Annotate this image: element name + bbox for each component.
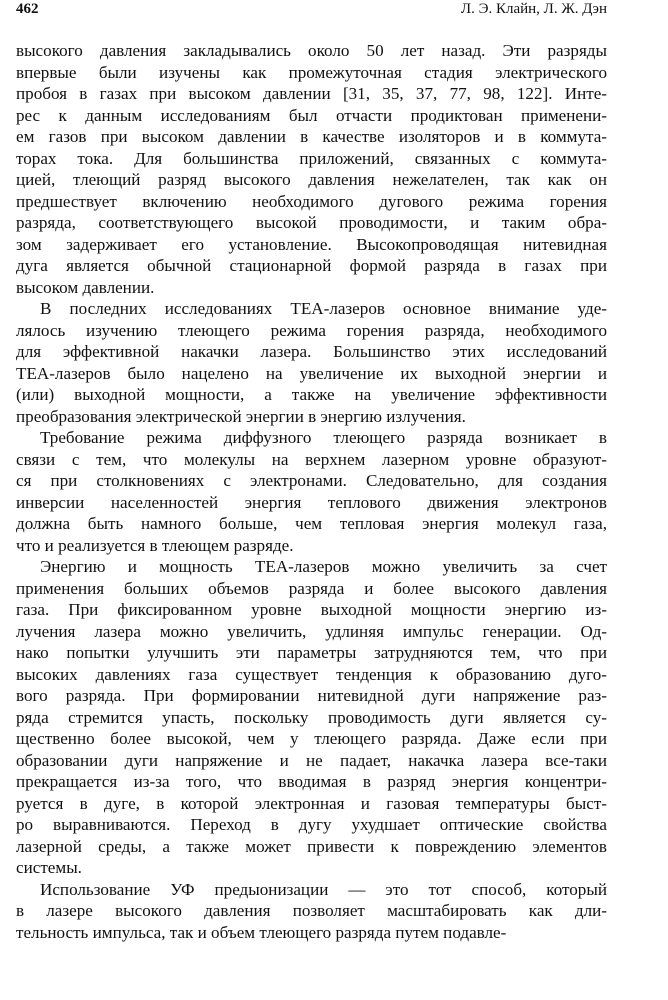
text-line: пробоя в газах при высоком давлении [31, 35, 37, 77, 98, 122]. Инте- [16, 84, 607, 103]
text-line: высоком давлении. [16, 277, 155, 297]
text-line: системы. [16, 858, 82, 877]
text-line: что и реализуется в тлеющем разряде. [16, 535, 294, 555]
text-line: преобразования электрической энергии в энергию излучения. [16, 406, 466, 426]
document-page [16, 0, 607, 1000]
text-line: торах тока. Для большинства приложений, связанных с коммута- [16, 148, 607, 168]
text-line: руется в дуге, в которой электронная и газовая температуры быст- [16, 793, 607, 813]
text-line: рес к данным исследованиям был отчасти продиктован применени- [16, 105, 607, 125]
text-line: Использование УФ предыонизации — это тот способ, который [40, 879, 607, 899]
text-line: Требование режима диффузного тлеющего разряда возникает в [40, 428, 607, 447]
text-line: ся при столкновениях с электронами. Следовательно, для создания [16, 471, 607, 490]
page-number: 462 [16, 1, 39, 17]
text-line: инверсии населенностей энергия теплового движения электронов [16, 492, 607, 512]
text-line: впервые были изучены как промежуточная стадия электрического [16, 62, 607, 82]
text-line: применения больших объемов разряда и более высокого давления [16, 578, 607, 598]
text-line: образовании дуги напряжение и не падает, накачка лазера все-таки [16, 750, 607, 770]
text-line: в лазере высокого давления позволяет масштабировать как дли- [16, 901, 607, 920]
paragraph [16, 427, 607, 556]
paragraph [16, 556, 607, 879]
text-line: нако попытки улучшить эти параметры затрудняются тем, что при [16, 643, 607, 662]
text-line: В последних исследованиях ТЕА-лазеров основное внимание уде- [40, 299, 607, 318]
text-line: лазерной среды, а также может привести к повреждению элементов [16, 836, 607, 856]
text-line: разряда, соответствующего высокой проводимости, и таким обра- [16, 213, 607, 232]
text-line: высоких давлениях газа существует тенденция к образованию дуго- [16, 664, 607, 684]
text-line: ем газов при высоком давлении в качестве изоляторов и в коммута- [16, 127, 607, 146]
paragraph [16, 40, 607, 298]
running-head: Л. Э. Клайн, Л. Ж. Дэн [460, 1, 607, 17]
text-line: (или) выходной мощности, а также на увеличение эффективности [16, 385, 607, 404]
paragraph [16, 298, 607, 427]
text-line: лялось изучению тлеющего режима горения разряда, необходимого [16, 320, 607, 340]
text-line: должна быть намного больше, чем тепловая энергия молекул газа, [16, 514, 607, 533]
body-text [16, 40, 607, 943]
text-line: Энергию и мощность ТЕА-лазеров можно увеличить за счет [40, 557, 607, 576]
text-line: газа. При фиксированном уровне выходной мощности энергию из- [16, 600, 607, 619]
text-line: ро выравниваются. Переход в дугу ухудшает оптические свойства [16, 815, 607, 834]
text-line: ТЕА-лазеров было нацелено на увеличение их выходной энергии и [16, 363, 607, 383]
page-header [16, 1, 607, 23]
text-line: щественно более высокой, чем у тлеющего разряда. Даже если при [16, 729, 607, 748]
text-line: зом задерживает его установление. Высокопроводящая нитевидная [16, 234, 607, 254]
text-line: предшествует включению необходимого дугового режима горения [16, 191, 607, 211]
text-line: ряда стремится упасть, поскольку проводимость дуги является су- [16, 707, 607, 727]
text-line: дуга является обычной стационарной формой разряда в газах при [16, 256, 607, 275]
text-line: высокого давления закладывались около 50 лет назад. Эти разряды [16, 41, 607, 60]
text-line: цией, тлеющий разряд высокого давления нежелателен, так как он [16, 170, 607, 189]
paragraph [16, 879, 607, 944]
text-line: прекращается из-за того, что вводимая в разряд энергия концентри- [16, 772, 607, 791]
text-line: вого разряда. При формировании нитевидной дуги напряжение раз- [16, 686, 607, 705]
text-line: связи с тем, что молекулы на верхнем лазерном уровне образуют- [16, 449, 607, 469]
text-line: тельность импульса, так и объем тлеющего разряда путем подавле- [16, 922, 507, 942]
text-line: для эффективной накачки лазера. Большинство этих исследований [16, 342, 607, 361]
text-line: лучения лазера можно увеличить, удлиняя импульс генерации. Од- [16, 621, 607, 641]
